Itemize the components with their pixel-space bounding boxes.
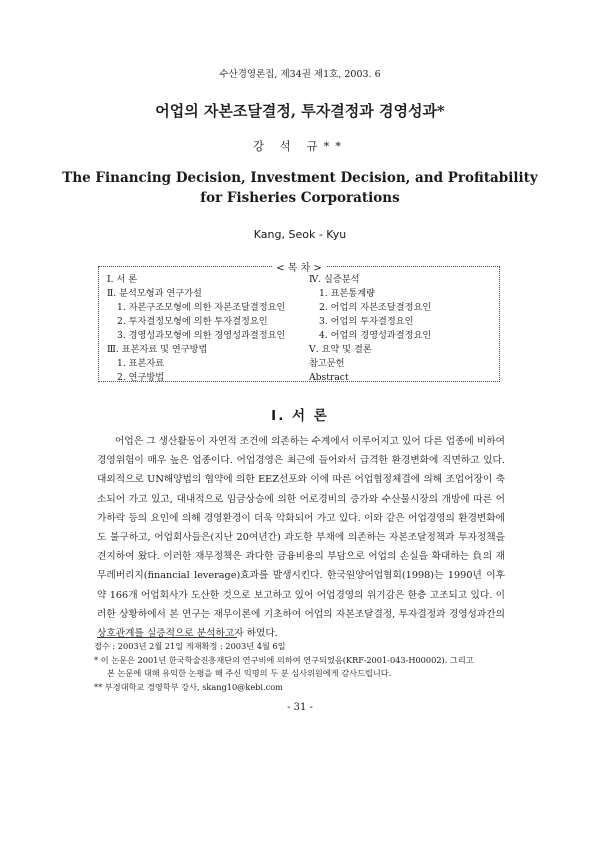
footnote-dates: 접수 : 2003년 2월 21일 게재확정 : 2003년 4월 6일 (94, 641, 286, 651)
toc-item: Ⅴ. 요약 및 결론 (309, 344, 372, 355)
toc-heading: < 목 차 > (272, 263, 326, 274)
toc-right-column (309, 273, 431, 385)
footnote-divider (97, 637, 237, 638)
toc-item: 1. 표본통계량 (319, 288, 376, 299)
title-english (0, 168, 600, 208)
toc-item: Ⅱ. 분석모형과 연구가설 (107, 288, 202, 299)
body-paragraph: 어업은 그 생산활동이 자연적 조건에 의존하는 수계에서 이루어지고 있어 다른 업종에 비하여 경영위험이 매우 높은 업종이다. 어업경영은 최근에 들어와서 급격한 환경변화에 직면하고 있다. 대외적으로 UN해양법의 협약에 의한 EEZ선포와 이에 따른 어업협정체결에 의해 조업어장이 축소되어 가고 있고, 대내적으로 임금상승에 의한 어로경비의 증가와 수산물시장의 개방에 따른 어가하락 등의 요인에 의해 경영환경이 더욱 악화되어 가고 있다. 이와 같은 어업경영의 환경변화에도 불구하고, 어업회사들은(지난 20여년간) 과도한 부채에 의존하는 자본조달정책과 투자정책을 견지하여 왔다. 이러한 재무정책은 과다한 금융비용의 부담으로 어업의 손실을 확대하는 負의 재무레버리지(financial leverage)효과를 발생시킨다. 한국원양어업협회(1998)는 1990년 이후 약 166개 어업회사가 도산한 것으로 보고하고 있어 어업경영의 위기감은 한층 고조되고 있다. 이러한 상황하에서 본 연구는 재무이론에 기초하여 어업의 자본조달결정, 투자결정과 경영성과간의 상호관계를 실증적으로 분석하고자 하였다. (97, 436, 505, 640)
toc-item: Ⅳ. 실증분석 (309, 274, 360, 285)
author-english: Kang, Seok - Kyu (253, 228, 347, 241)
toc-item: 4. 어업의 경영성과결정요인 (319, 330, 432, 341)
toc-item: 참고문헌 (309, 358, 345, 369)
toc-item: 2. 어업의 자본조달결정요인 (319, 302, 432, 313)
title-english-line2: for Fisheries Corporations (200, 190, 400, 206)
author-korean: 강 석 규** (252, 139, 348, 153)
toc-item: 1. 표본자료 (117, 358, 165, 369)
section-title: Ⅰ. 서 론 (271, 408, 329, 424)
toc-item: Abstract (309, 372, 349, 383)
toc-item: 1. 자본구조모형에 의한 자본조달결정요인 (117, 302, 286, 313)
toc-item: Ⅰ. 서 론 (107, 274, 138, 285)
footnote-author-affiliation: ** 부경대학교 경영학부 강사, skang10@kebi.com (94, 681, 283, 692)
toc-left-column (107, 273, 285, 385)
table-of-contents (98, 263, 500, 383)
title-korean: 어업의 자본조달결정, 투자결정과 경영성과* (155, 102, 445, 120)
footnote-funding-line1: * 이 논문은 2001년 한국학술진흥재단의 연구비에 의하여 연구되었음(KRF-2001-043-H00002). 그리고 (94, 654, 474, 665)
toc-item: 3. 경영성과모형에 의한 경영성과결정요인 (117, 330, 286, 341)
journal-info: 수산경영론집, 제34권 제1호, 2003. 6 (219, 69, 381, 80)
toc-item: 2. 연구방법 (117, 372, 165, 383)
toc-item: 2. 투자결정모형에 의한 투자결정요인 (117, 316, 268, 327)
page-number: - 31 - (287, 702, 313, 713)
footnotes (94, 640, 508, 694)
toc-item: 3. 어업의 투자결정요인 (319, 316, 414, 327)
toc-item: Ⅲ. 표본자료 및 연구방법 (107, 344, 208, 355)
footnote-funding-line2: 본 논문에 대해 유익한 논평을 해 주신 익명의 두 분 심사위원에게 감사드립니다. (107, 668, 392, 678)
title-english-line1: The Financing Decision, Investment Decision, and Profitability (62, 170, 538, 186)
